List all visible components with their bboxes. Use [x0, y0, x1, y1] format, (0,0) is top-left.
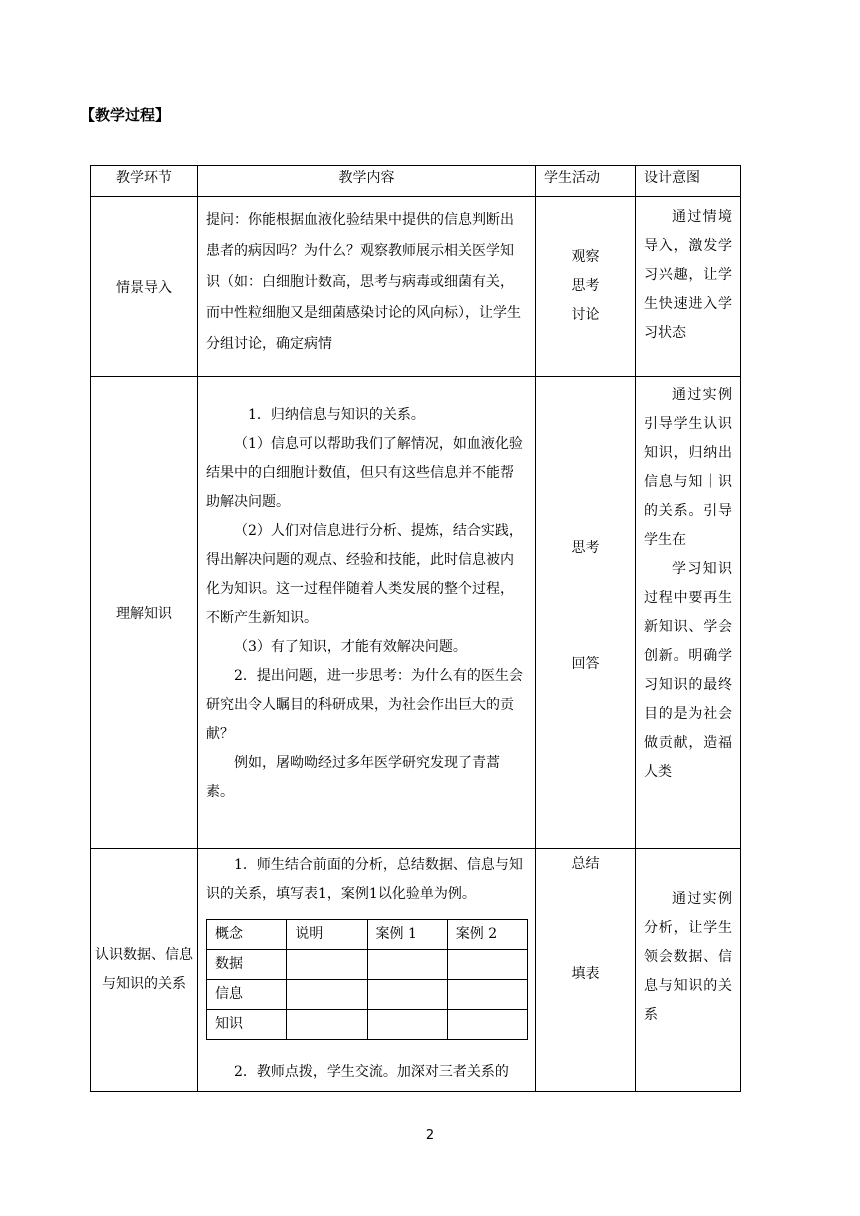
activity-text: 思考 — [571, 540, 600, 556]
blank-cell[interactable] — [367, 980, 447, 1010]
content-paragraph: （1）信息可以帮助我们了解情况，如血液化验结果中的白细胞计数值，但只有这些信息并不能帮助解决问题。 — [206, 436, 523, 510]
header-stage: 教学环节 — [91, 166, 198, 197]
blank-cell[interactable] — [287, 1010, 367, 1040]
content-paragraph: 1．师生结合前面的分析，总结数据、信息与知识的关系，填写表1，案例1以化验单为例。 — [206, 857, 523, 902]
page-number: 2 — [425, 1128, 435, 1143]
summary-header-row — [207, 920, 528, 950]
summary-header: 说明 — [287, 920, 367, 950]
blank-cell[interactable] — [367, 1010, 447, 1040]
summary-row — [207, 980, 528, 1010]
activity-text: 思考 — [571, 278, 600, 294]
header-activity: 学生活动 — [536, 166, 636, 197]
intent-paragraph: 通过实例引导学生认识知识，归纳出信息与知｜识的关系。引导学生在 — [644, 387, 732, 548]
table-row — [91, 197, 741, 377]
table-row — [91, 849, 741, 1092]
blank-cell[interactable] — [287, 950, 367, 980]
summary-header: 案例 1 — [367, 920, 447, 950]
blank-cell[interactable] — [447, 980, 527, 1010]
table-row — [91, 377, 741, 849]
summary-row-label: 信息 — [207, 980, 287, 1010]
table-header-row — [91, 166, 741, 197]
content-cell — [198, 849, 536, 1092]
summary-row-label: 数据 — [207, 950, 287, 980]
header-content: 教学内容 — [198, 166, 536, 197]
section-title: 【教学过程】 — [80, 106, 171, 124]
header-intent: 设计意图 — [636, 166, 741, 197]
summary-row-label: 知识 — [207, 1010, 287, 1040]
stage-cell: 情景导入 — [91, 197, 198, 377]
blank-cell[interactable] — [447, 950, 527, 980]
activity-text: 讨论 — [571, 307, 600, 323]
activity-text: 填表 — [571, 966, 600, 982]
intent-cell: 通过实例分析，让学生领会数据、信息与知识的关系 — [636, 849, 741, 1092]
blank-cell[interactable] — [367, 950, 447, 980]
summary-header: 概念 — [207, 920, 287, 950]
summary-table — [206, 919, 528, 1040]
intent-paragraph: 学习知识过程中要再生新知识、学会创新。明确学习知识的最终目的是为社会做贡献，造福人类 — [644, 561, 732, 780]
content-cell: 提问：你能根据血液化验结果中提供的信息判断出患者的病因吗？为什么？观察教师展示相关医学知识（如：白细胞计数高，思考与病毒或细菌有关，而中性粒细胞又是细菌感染讨论的风向标），让学生分组讨论，确定病情 — [198, 197, 536, 377]
activity-text: 总结 — [571, 856, 600, 872]
content-paragraph: 2．提出问题，进一步思考：为什么有的医生会研究出令人瞩目的科研成果，为社会作出巨大的贡献？ — [206, 668, 523, 742]
content-paragraph: 例如，屠呦呦经过多年医学研究发现了青蒿素。 — [206, 755, 500, 800]
activity-cell — [536, 377, 636, 849]
stage-cell: 认识数据、信息与知识的关系 — [91, 849, 198, 1092]
stage-cell: 理解知识 — [91, 377, 198, 849]
lesson-table — [90, 165, 741, 1092]
intent-cell — [636, 377, 741, 849]
intent-cell: 通过情境导入，激发学习兴趣，让学生快速进入学习状态 — [636, 197, 741, 377]
content-paragraph: 1．归纳信息与知识的关系。 — [248, 407, 425, 423]
activity-text: 观察 — [571, 249, 600, 265]
summary-row — [207, 950, 528, 980]
content-paragraph: （2）人们对信息进行分析、提炼，结合实践，得出解决问题的观点、经验和技能，此时信息被内化为知识。这一过程伴随着人类发展的整个过程，不断产生新知识。 — [206, 523, 523, 626]
summary-row — [207, 1010, 528, 1040]
activity-text: 回答 — [571, 656, 600, 672]
summary-header: 案例 2 — [447, 920, 527, 950]
content-cell — [198, 377, 536, 849]
activity-cell — [536, 197, 636, 377]
blank-cell[interactable] — [287, 980, 367, 1010]
activity-cell — [536, 849, 636, 1092]
blank-cell[interactable] — [447, 1010, 527, 1040]
content-paragraph: （3）有了知识，才能有效解决问题。 — [234, 639, 467, 655]
content-paragraph: 2．教师点拨，学生交流。加深对三者关系的 — [234, 1064, 509, 1080]
